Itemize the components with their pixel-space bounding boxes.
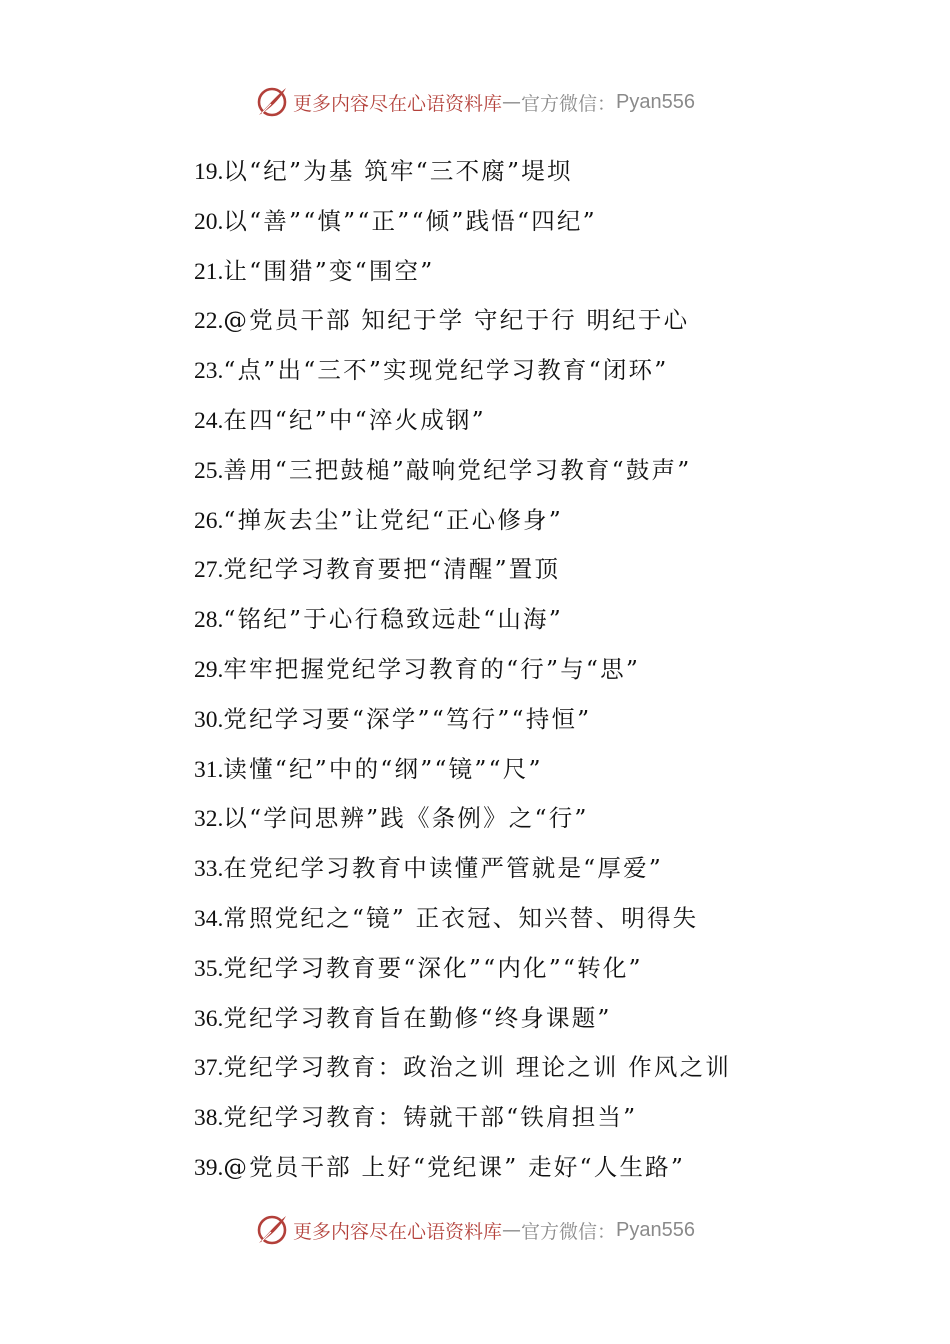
list-item-number: 39.: [194, 1154, 224, 1181]
banner-separator: —: [502, 1219, 522, 1241]
list-item: [194, 446, 894, 496]
list-item-text: 党纪学习教育旨在勤修“终身课题”: [223, 1003, 612, 1032]
banner-wechat-id: Pyan556: [616, 90, 695, 113]
footer-banner: [0, 1208, 950, 1252]
list-item: [194, 844, 894, 894]
list-item-text: 以“善”“慎”“正”“倾”践悟“四纪”: [223, 206, 597, 235]
list-item-number: 30.: [194, 706, 224, 733]
banner-wechat-label: 官方微信：: [521, 1220, 617, 1243]
banner-wechat-label: 官方微信：: [521, 92, 617, 115]
list-item-number: 36.: [194, 1005, 224, 1032]
list-item: [194, 794, 894, 844]
list-item-number: 20.: [194, 208, 224, 235]
list-item: [194, 396, 894, 446]
list-item-text: 在党纪学习教育中读懂严管就是“厚爱”: [223, 854, 664, 883]
banner-wechat-id: Pyan556: [616, 1218, 695, 1241]
list-item: [194, 595, 894, 645]
list-item-number: 38.: [194, 1105, 224, 1132]
list-item: [194, 496, 894, 546]
list-item: [194, 1143, 894, 1193]
list-item-text: “点”出“三不”实现党纪学习教育“闭环”: [223, 356, 669, 385]
banner-promo-text: 更多内容尽在心语资料库: [293, 1220, 503, 1243]
title-list: [194, 147, 894, 1193]
list-item-number: 29.: [194, 656, 224, 683]
list-item: [194, 197, 894, 247]
list-item-number: 33.: [194, 856, 224, 883]
list-item: [194, 994, 894, 1044]
list-item-number: 28.: [194, 607, 224, 634]
list-item: [194, 695, 894, 745]
list-item-number: 27.: [194, 557, 224, 584]
list-item-text: 善用“三把鼓槌”敲响党纪学习教育“鼓声”: [223, 455, 692, 484]
list-item: [194, 346, 894, 396]
list-item-number: 22.: [194, 308, 224, 335]
list-item-text: 党纪学习要“深学”“笃行”“持恒”: [223, 704, 592, 733]
list-item-text: @党员干部 上好“党纪课” 走好“人生路”: [223, 1152, 686, 1181]
list-item-number: 25.: [194, 457, 224, 484]
list-item-number: 26.: [194, 507, 224, 534]
list-item-text: 常照党纪之“镜” 正衣冠、知兴替、明得失: [223, 903, 699, 932]
list-item-number: 34.: [194, 905, 224, 932]
list-item-text: 党纪学习教育要“深化”“内化”“转化”: [223, 953, 643, 982]
list-item: [194, 745, 894, 795]
list-item-text: 牢牢把握党纪学习教育的“行”与“思”: [223, 654, 641, 683]
list-item-number: 32.: [194, 806, 224, 833]
list-item-text: 读懂“纪”中的“纲”“镜”“尺”: [223, 754, 543, 783]
list-item-text: 以“学问思辨”践《条例》之“行”: [223, 804, 589, 833]
list-item-text: 党纪学习教育要把“清醒”置顶: [223, 555, 561, 584]
list-item: [194, 1093, 894, 1143]
list-item-number: 37.: [194, 1055, 224, 1082]
list-item: [194, 147, 894, 197]
list-item-number: 21.: [194, 258, 224, 285]
list-item: [194, 894, 894, 944]
banner-separator: —: [502, 91, 522, 113]
list-item-text: 在四“纪”中“淬火成钢”: [223, 405, 486, 434]
quill-pen-logo-icon: [255, 85, 289, 119]
header-banner: [0, 80, 950, 124]
list-item: [194, 247, 894, 297]
list-item-number: 31.: [194, 756, 224, 783]
list-item-text: 党纪学习教育：政治之训 理论之训 作风之训: [223, 1053, 732, 1082]
list-item-number: 24.: [194, 407, 224, 434]
list-item-text: 党纪学习教育：铸就干部“铁肩担当”: [223, 1103, 638, 1132]
list-item-text: “铭纪”于心行稳致远赴“山海”: [223, 605, 563, 634]
list-item-number: 35.: [194, 955, 224, 982]
list-item-text: “掸灰去尘”让党纪“正心修身”: [223, 505, 563, 534]
list-item: [194, 645, 894, 695]
banner-promo-text: 更多内容尽在心语资料库: [293, 92, 503, 115]
list-item-text: @党员干部 知纪于学 守纪于行 明纪于心: [223, 306, 690, 335]
list-item-number: 23.: [194, 358, 224, 385]
list-item: [194, 1043, 894, 1093]
list-item-text: 以“纪”为基 筑牢“三不腐”堤坝: [223, 157, 573, 185]
list-item: [194, 545, 894, 595]
list-item-text: 让“围猎”变“围空”: [223, 256, 435, 285]
list-item: [194, 944, 894, 994]
list-item: [194, 296, 894, 346]
list-item-number: 19.: [194, 159, 224, 185]
quill-pen-logo-icon: [255, 1213, 289, 1247]
